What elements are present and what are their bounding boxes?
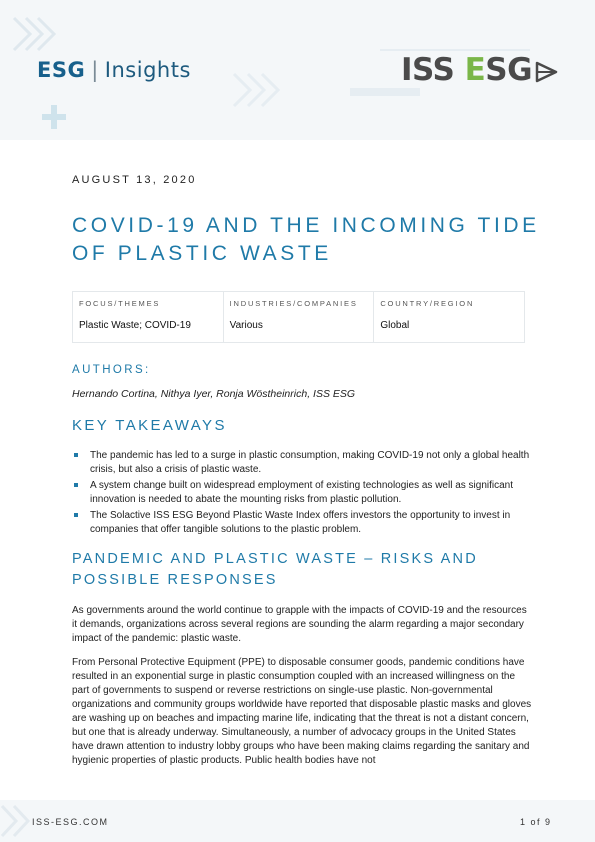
authors-heading: AUTHORS: bbox=[72, 364, 151, 376]
industries-value: Various bbox=[229, 320, 263, 331]
focus-label: FOCUS/THEMES bbox=[79, 299, 161, 308]
esg-insights-brand bbox=[37, 58, 191, 82]
metadata-table bbox=[72, 291, 525, 343]
bullet-icon bbox=[74, 483, 78, 487]
logo-arrow-icon bbox=[534, 60, 558, 84]
brand-separator: | bbox=[91, 58, 99, 82]
takeaway-text: The Solactive ISS ESG Beyond Plastic Waste Index offers investors the opportunity to invest in companies that offer tangible solutions to the plastic problem. bbox=[90, 510, 511, 535]
page-number: 1 of 9 bbox=[520, 817, 552, 827]
website-link[interactable]: ISS-ESG.COM bbox=[32, 817, 109, 827]
logo-sg: SG bbox=[485, 52, 533, 88]
country-label: COUNTRY/REGION bbox=[380, 299, 475, 308]
logo-iss: ISS bbox=[401, 52, 465, 88]
report-title: COVID-19 AND THE INCOMING TIDE OF PLASTIC WASTE bbox=[72, 214, 540, 265]
report-date: AUGUST 13, 2020 bbox=[72, 174, 197, 186]
industries-column bbox=[224, 292, 375, 342]
body-paragraph: As governments around the world continue to grapple with the impacts of COVID-19 and the resources it demands, organizations across several regions are sounding the alarm regarding a major secondary impact of the pandemic: plastic waste. bbox=[72, 605, 527, 644]
logo-e: E bbox=[464, 52, 486, 88]
focus-value: Plastic Waste; COVID-19 bbox=[79, 320, 191, 331]
brand-insights: Insights bbox=[104, 58, 191, 82]
focus-column bbox=[73, 292, 224, 342]
chevron-decoration-icon bbox=[10, 14, 56, 54]
takeaway-text: The pandemic has led to a surge in plastic consumption, making COVID-19 not only a global health crisis, but also a crisis of plastic waste. bbox=[90, 450, 530, 475]
plus-decoration-icon bbox=[39, 102, 69, 132]
bullet-icon bbox=[74, 453, 78, 457]
body-paragraph: From Personal Protective Equipment (PPE) to disposable consumer goods, pandemic conditions have resulted in an exponential surge in plastic consumption coupled with an increased willingness on the part of governments to suspend or reverse restrictions on single-use plastic. Non-governmental organizations and community groups worldwide have reported that disposable plastic masks and gloves are washing up on beaches and impacting marine life, indicating that the threat is not a distant concern, but one that is already underway. Simultaneously, a number of advocacy groups in the United States have drawn attention to industry lobby groups who have been making claims regarding the sanitary and hygienic properties of plastic products. Public health bodies have not bbox=[72, 657, 532, 766]
takeaway-text: A system change built on widespread employment of existing technologies as well as significant innovation is needed to abate the mounting risks from plastic pollution. bbox=[90, 480, 514, 505]
country-column bbox=[374, 292, 524, 342]
industries-label: INDUSTRIES/COMPANIES bbox=[229, 299, 358, 308]
takeaways-list bbox=[72, 449, 532, 539]
key-takeaways-heading: KEY TAKEAWAYS bbox=[72, 417, 227, 434]
takeaway-item bbox=[72, 479, 532, 507]
chevron-decoration-icon bbox=[230, 70, 290, 110]
country-value: Global bbox=[380, 320, 410, 331]
iss-esg-logo bbox=[401, 52, 532, 88]
takeaway-item bbox=[72, 449, 532, 477]
bullet-icon bbox=[74, 513, 78, 517]
brand-esg: ESG bbox=[37, 58, 86, 82]
section-heading: PANDEMIC AND PLASTIC WASTE – RISKS AND POSSIBLE RESPONSES bbox=[72, 551, 478, 588]
authors-list: Hernando Cortina, Nithya Iyer, Ronja Wöstheinrich, ISS ESG bbox=[72, 388, 356, 400]
takeaway-item bbox=[72, 509, 532, 537]
